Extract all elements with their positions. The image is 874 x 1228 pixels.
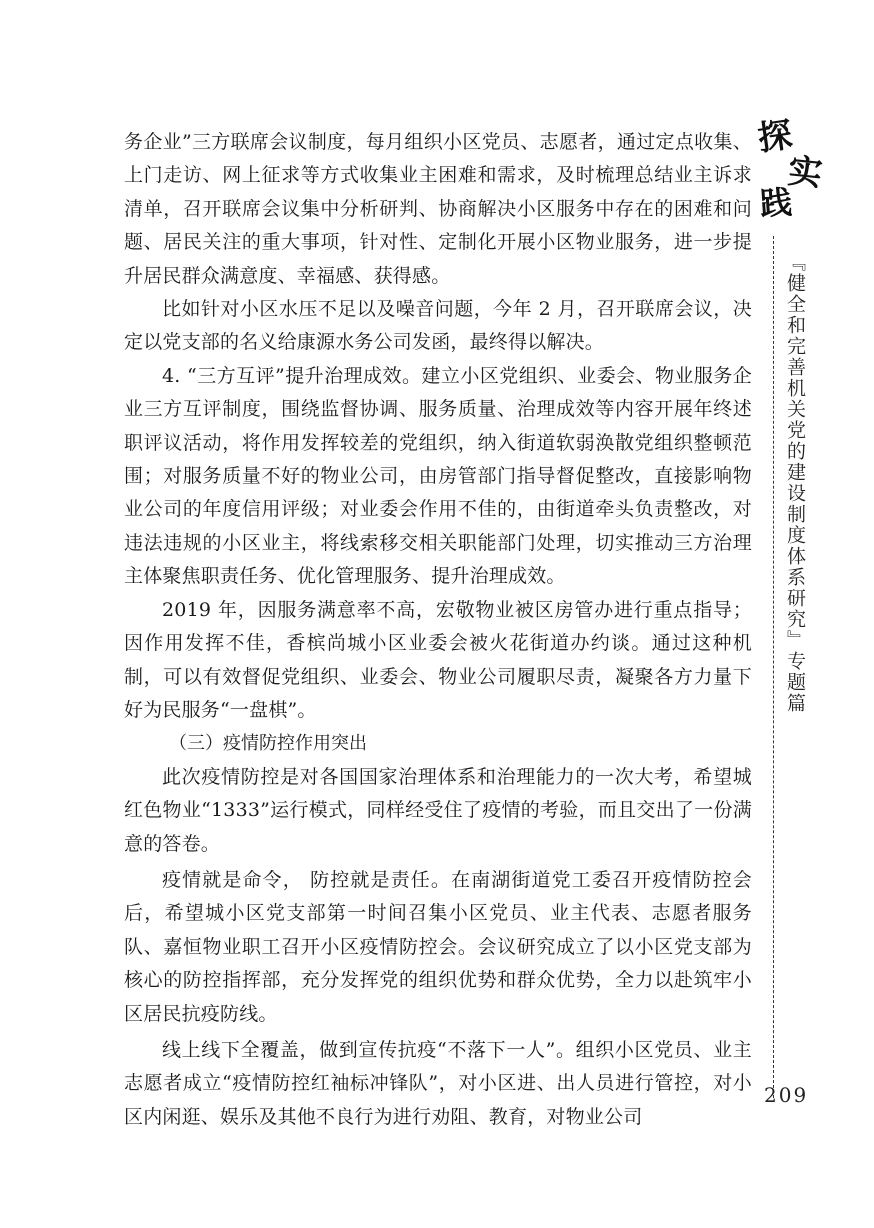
- logo-char: 实: [786, 151, 824, 195]
- section-logo: [755, 114, 824, 228]
- page-number: 209: [764, 1083, 809, 1107]
- paragraph: 4. “三方互评”提升治理成效。建立小区党组织、业委会、物业服务企业三方互评制度，围绕监督协调、服务质量、治理成效等内容开展年终述职评议活动，将作用发挥较差的党组织，纳入街道软弱涣散党组织整顿范围；对服务质量不好的物业公司，由房管部门指导督促整改，直接影响物业公司的年度信用评级；对业委会作用不佳的，由街道牵头负责整改，对违法违规的小区业主，将线索移交相关职能部门处理，切实推动三方治理主体聚焦职责任务、优化管理服务、提升治理成效。: [124, 364, 752, 588]
- paragraph: 线上线下全覆盖，做到宣传抗疫“不落下一人”。组织小区党员、业主志愿者成立“疫情防控红袖标冲锋队”，对小区进、出人员进行管控，对小区内闲逛、娱乐及其他不良行为进行劝阻、教育，对物业公司: [124, 1038, 752, 1128]
- dashed-divider: [773, 236, 774, 1098]
- section-heading: （三）疫情防控作用突出: [169, 733, 367, 755]
- paragraph: 比如针对小区水压不足以及噪音问题，今年 2 月，召开联席会议，决定以党支部的名义给康源水务公司发函，最终得以解决。: [124, 298, 752, 354]
- paragraph: 疫情就是命令， 防控就是责任。在南湖街道党工委召开疫情防控会后，希望城小区党支部第一时间召集小区党员、业主代表、志愿者服务队、嘉恒物业职工召开小区疫情防控会。会议研究成立了以小区党支部为核心的防控指挥部，充分发挥党的组织优势和群众优势，全力以赴筑牢小区居民抗疫防线。: [124, 868, 752, 1025]
- sidebar: [755, 114, 824, 1108]
- logo-char: 探: [755, 114, 795, 160]
- main-text: [124, 126, 752, 1134]
- series-title: 『健全和完善机关党的建设制度体系研究』专题篇: [784, 252, 806, 714]
- paragraph: 2019 年，因服务满意率不高，宏敬物业被区房管办进行重点指导；因作用发挥不佳，香槟尚城小区业委会被火花街道办约谈。通过这种机制，可以有效督促党组织、业委会、物业公司履职尽责，凝聚各方力量下好为民服务“一盘棋”。: [124, 598, 752, 721]
- logo-char: 践: [758, 182, 794, 224]
- paragraph-continuation: 务企业”三方联席会议制度，每月组织小区党员、志愿者，通过定点收集、上门走访、网上征求等方式收集业主困难和需求，及时梳理总结业主诉求清单，召开联席会议集中分析研判、协商解决小区服务中存在的困难和问题、居民关注的重大事项，针对性、定制化开展小区物业服务，进一步提升居民群众满意度、幸福感、获得感。: [124, 131, 752, 287]
- paragraph: 此次疫情防控是对各国国家治理体系和治理能力的一次大考，希望城红色物业“1333”运行模式，同样经受住了疫情的考验，而且交出了一份满意的答卷。: [124, 765, 752, 855]
